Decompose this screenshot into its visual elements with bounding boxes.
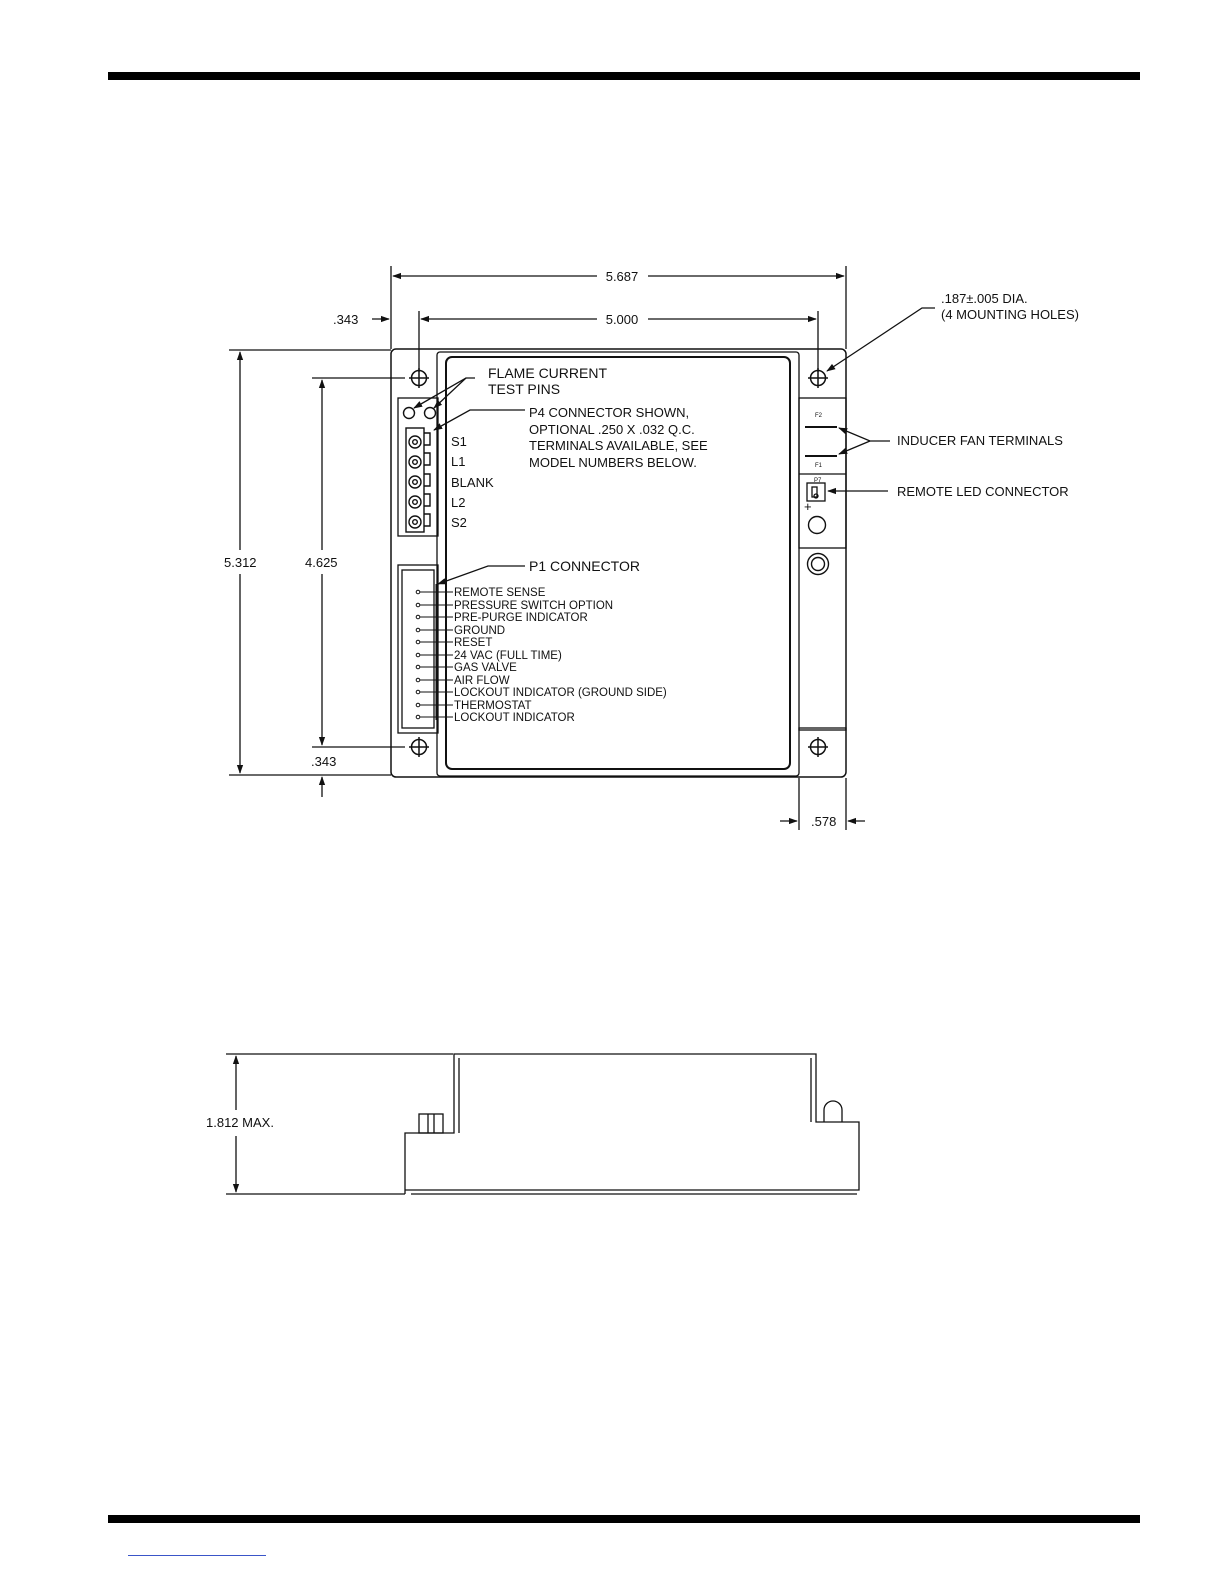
p4-pin-label: L1 (451, 454, 466, 469)
p4-pin-icons (406, 428, 430, 532)
p4-pin-label: L2 (451, 495, 466, 510)
test-pin-icons (404, 408, 436, 419)
inducer-fan-callout: INDUCER FAN TERMINALS (897, 433, 1063, 448)
dim-hole-offset-bottom: .343 (311, 754, 337, 769)
dim-overall-height: 5.312 (224, 555, 257, 570)
f2-mark: F2 (815, 413, 823, 419)
p4-pin-label: S2 (451, 515, 467, 530)
mounting-hole-icon (808, 368, 828, 388)
p1-pin-label: THERMOSTAT (454, 700, 532, 712)
reset-button-icon (808, 554, 829, 575)
p1-pin-icons (416, 590, 420, 719)
mounting-holes-callout-line1: .187±.005 DIA. (941, 291, 1028, 306)
p1-pin-label: AIR FLOW (454, 675, 510, 687)
side-led-bump (824, 1101, 842, 1122)
side-connector-tab (419, 1114, 443, 1133)
led-lens-icon (809, 517, 826, 534)
p1-pin-label: REMOTE SENSE (454, 587, 546, 599)
mounting-hole-icon (409, 368, 429, 388)
p4-callout-line2: OPTIONAL .250 X .032 Q.C. (529, 422, 695, 437)
top-view (229, 266, 865, 830)
mounting-holes-callout-line2: (4 MOUNTING HOLES) (941, 307, 1079, 322)
dim-hole-spacing-width: 5.000 (605, 312, 639, 327)
mounting-hole-icon (808, 737, 828, 757)
p1-pin-label: 24 VAC (FULL TIME) (454, 650, 562, 662)
p4-callout-line3: TERMINALS AVAILABLE, SEE (529, 438, 708, 453)
p1-pin-label: PRE-PURGE INDICATOR (454, 612, 588, 624)
p7-mark: P7 (814, 478, 822, 484)
p1-pin-label: RESET (454, 637, 493, 649)
dim-overall-width: 5.687 (605, 269, 639, 284)
f1-mark: F1 (815, 463, 823, 469)
p1-pin-label: PRESSURE SWITCH OPTION (454, 600, 614, 612)
p1-connector-callout: P1 CONNECTOR (529, 558, 640, 574)
right-terminal-panel (799, 398, 846, 548)
dim-right-panel-width: .578 (811, 814, 837, 829)
footer-link-underline[interactable] (128, 1555, 266, 1556)
p1-pin-label: LOCKOUT INDICATOR (454, 712, 575, 724)
p1-pin-label: GROUND (454, 625, 506, 637)
p4-pin-label: BLANK (451, 475, 494, 490)
plus-mark: + (804, 499, 812, 514)
p1-pin-label: GAS VALVE (454, 662, 517, 674)
flame-current-callout-line1: FLAME CURRENT (488, 365, 608, 381)
test-pin-icon (404, 408, 415, 419)
dim-max-height: 1.812 MAX. (206, 1115, 274, 1130)
dim-hole-spacing-height: 4.625 (305, 555, 338, 570)
flame-current-callout-line2: TEST PINS (488, 381, 561, 397)
inducer-fan-terminal-icons (805, 427, 837, 456)
footer-rule (108, 1515, 1140, 1523)
p4-pin-label: S1 (451, 434, 467, 449)
mounting-hole-icon (409, 737, 429, 757)
side-profile (405, 1054, 859, 1194)
p1-pin-label: LOCKOUT INDICATOR (GROUND SIDE) (454, 687, 667, 699)
side-view (226, 1054, 859, 1194)
remote-led-callout: REMOTE LED CONNECTOR (897, 484, 1069, 499)
p4-callout-line4: MODEL NUMBERS BELOW. (529, 455, 697, 470)
dim-hole-offset-left: .343 (333, 312, 359, 327)
p1-leader-lines (420, 584, 453, 720)
test-pin-icon (425, 408, 436, 419)
p4-callout-line1: P4 CONNECTOR SHOWN, (529, 405, 690, 420)
